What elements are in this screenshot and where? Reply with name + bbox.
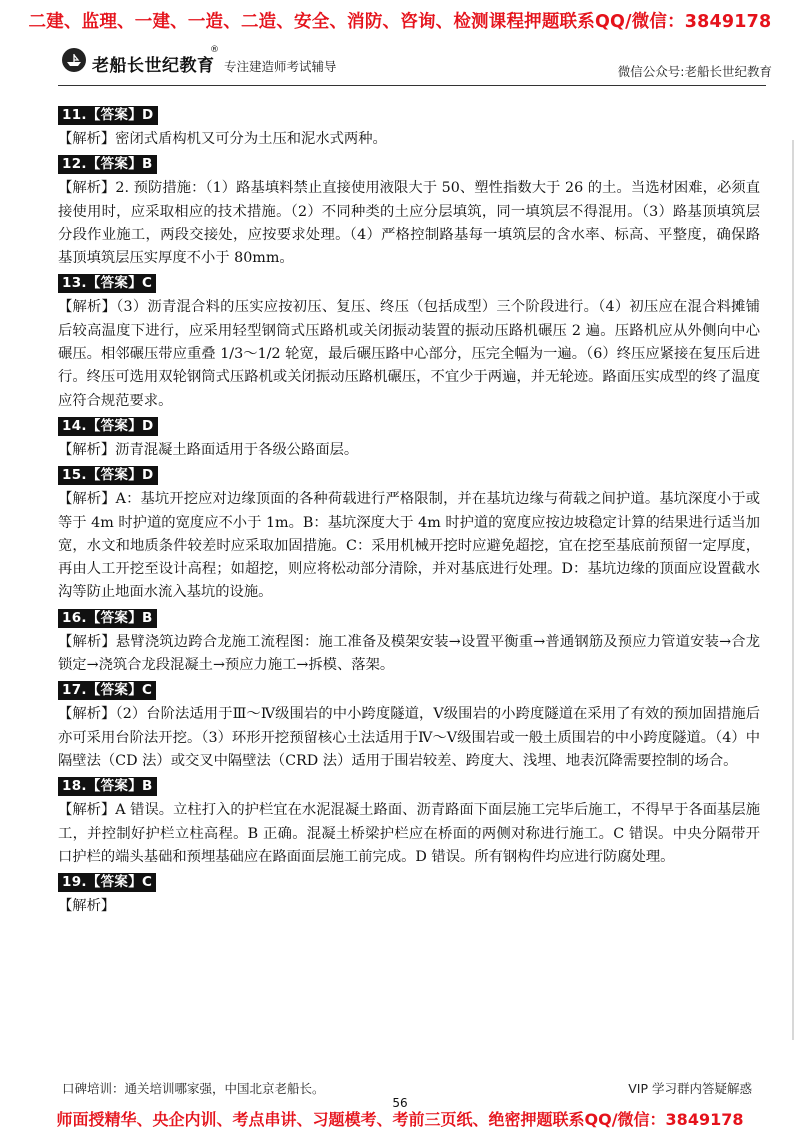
answer-item [58,415,760,462]
registered-mark: ® [210,45,219,55]
analysis-text: 【解析】（3）沥青混合料的压实应按初压、复压、终压（包括成型）三个阶段进行。（4）初压应在混合料摊铺后较高温度下进行，应采用轻型钢筒式压路机或关闭振动装置的振动压路机碾压 2 遍。压路机应从外侧向中心碾压。相邻碾压带应重叠 1/3～1/2 轮宽，最后碾压路中心部分，压完全幅为一遍。（6）终压应紧接在复压后进行。终压可选用双轮钢筒式压路机或关闭振动压路机碾压，不宜少于两遍，并无轮迹。路面压实成型的终了温度应符合规范要求。 [58,299,760,409]
answer-item [58,871,760,918]
answer-label: 18.【答案】B [58,777,157,796]
answer-item [58,679,760,773]
analysis-text: 【解析】2. 预防措施：（1）路基填料禁止直接使用液限大于 50、塑性指数大于 26 的土。当选材困难，必须直接使用时，应采取相应的技术措施。（2）不同种类的土应分层填筑，同一填筑层不得混用。（3）路基顶填筑层分段作业施工，两段交接处，应按要求处理。（4）严格控制路基每一填筑层的含水率、标高、平整度，确保路基顶填筑层压实厚度不小于 80mm。 [58,180,760,267]
analysis-text: 【解析】悬臂浇筑边跨合龙施工流程图：施工准备及模架安装→设置平衡重→普通钢筋及预应力管道安装→合龙锁定→浇筑合龙段混凝土→预应力施工→拆模、落架。 [58,633,760,674]
analysis-text: 【解析】 [58,898,116,915]
answer-label: 17.【答案】C [58,681,156,700]
answer-label: 13.【答案】C [58,274,156,293]
analysis-text: 【解析】沥青混凝土路面适用于各级公路面层。 [58,441,359,458]
answer-item [58,775,760,869]
header-slogan: 专注建造师考试辅导 [224,59,337,74]
answer-item [58,607,760,678]
page-number: 56 [392,1096,408,1110]
top-promo-banner: 二建、监理、一建、一造、二造、安全、消防、咨询、检测课程押题联系QQ/微信：3849178 [28,12,772,32]
answer-label: 12.【答案】B [58,155,157,174]
wechat-account: 微信公众号:老船长世纪教育 [617,64,772,79]
ship-logo-icon [62,48,86,72]
answer-item [58,272,760,412]
answer-list [58,104,760,920]
answer-label: 19.【答案】C [58,873,156,892]
answer-label: 11.【答案】D [58,106,158,125]
analysis-text: 【解析】密闭式盾构机又可分为土压和泥水式两种。 [58,131,387,147]
answer-item [58,104,760,151]
page-header [62,42,772,82]
footer-slogan: 口碑培训：通关培训哪家强，中国北京老船长。 [62,1081,325,1096]
analysis-text: 【解析】A 错误。立柱打入的护栏宜在水泥混凝土路面、沥青路面下面层施工完毕后施工，不得早于各面基层施工，并控制好护栏立柱高程。B 正确。混凝土桥梁护栏应在桥面的两侧对称进行施工。C 错误。中央分隔带开口护栏的端头基础和预埋基础应在路面面层施工前完成。D 错误。所有钢构件均应进行防腐处理。 [58,802,760,865]
answer-label: 16.【答案】B [58,609,157,628]
analysis-text: 【解析】A：基坑开挖应对边缘顶面的各种荷载进行严格限制，并在基坑边缘与荷载之间护道。基坑深度小于或等于 4m 时护道的宽度应不小于 1m。B：基坑深度大于 4m 时护道的宽度应按边坡稳定计算的结果进行适当加宽，水文和地质条件较差时应采取加固措施。C：采用机械开挖时应避免超挖，宜在挖至基底前预留一定厚度，再由人工开挖至设计高程；如超挖，则应将松动部分清除，并对基底进行处理。D：基坑边缘的顶面应设置截水沟等防止地面水流入基坑的设施。 [58,491,760,601]
answer-item [58,153,760,270]
header-divider [58,85,766,86]
scan-edge-line [792,140,794,1040]
logo-name: 老船长世纪教育 [92,56,215,76]
footer-note: VIP 学习群内答疑解惑 [628,1081,752,1096]
answer-label: 14.【答案】D [58,417,158,436]
analysis-text: 【解析】（2）台阶法适用于Ⅲ～Ⅳ级围岩的中小跨度隧道，Ⅴ级围岩的小跨度隧道在采用了有效的预加固措施后亦可采用台阶法开挖。（3）环形开挖预留核心土法适用于Ⅳ～Ⅴ级围岩或一般土质围岩的中小跨度隧道。（4）中隔壁法（CD 法）或交叉中隔壁法（CRD 法）适用于围岩较差、跨度大、浅埋、地表沉降需要控制的场合。 [58,706,760,769]
bottom-promo-banner: 师面授精华、央企内训、考点串讲、习题模考、考前三页纸、绝密押题联系QQ/微信：3849178 [56,1110,744,1129]
answer-item [58,464,760,604]
answer-label: 15.【答案】D [58,466,158,485]
